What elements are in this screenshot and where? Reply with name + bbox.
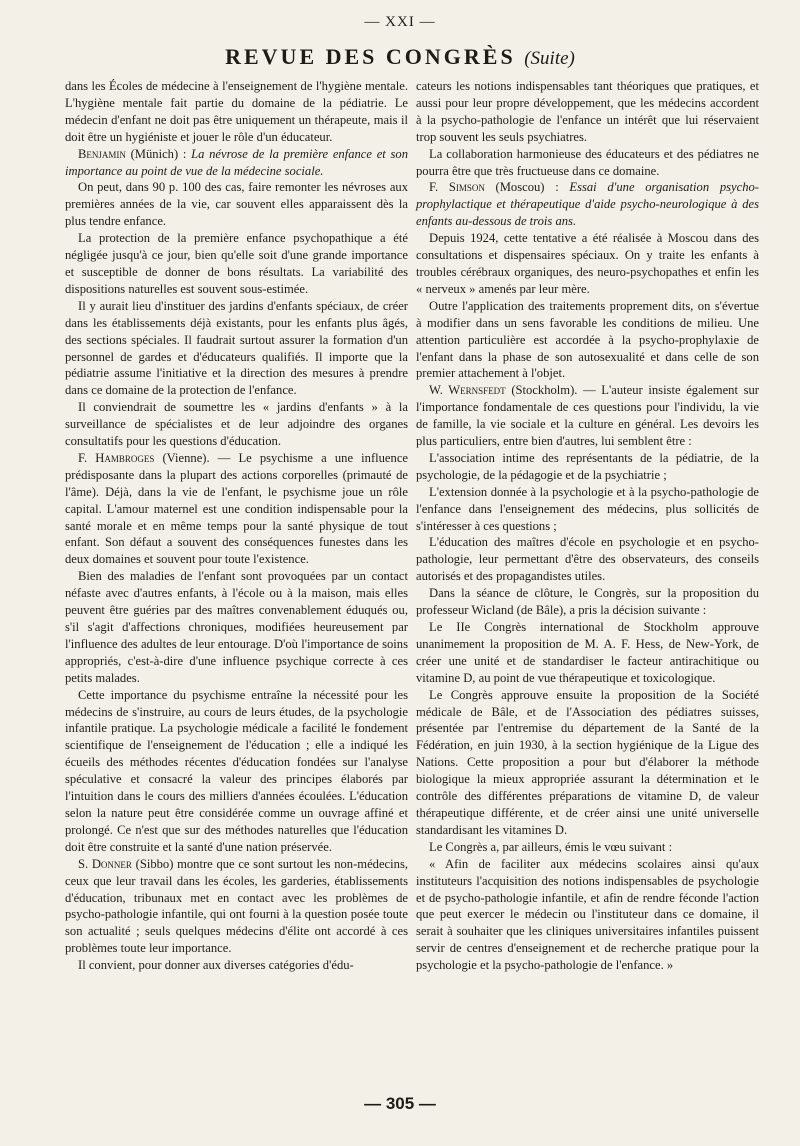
author-place: (Münich) : [125,146,192,161]
author-place: (Moscou) : [484,180,570,195]
paragraph: La protection de la première enfance psychopathique a été négligée jusqu'à ce jour, bien qu'elle soit d'une grande importance et susceptible de donner de bons résultats. La variabilité des dispositions naturelles est souvent sous-estimée. [65,231,408,296]
page-number: — 305 — [364,1094,436,1113]
abstract-text: (Sibbo) montre que ce sont surtout les non-médecins, ceux que leur travail dans les écoles, les garderies, établissements d'éducation, tribunaux met en contact avec les problèmes de psycho-pathologie infantile, qui ont fourni à la question posée toute son actualité ; seuls quelques médecins d'élite ont accordé à ces problèmes toute leur importance. [65,856,408,956]
abstract-heading [416,382,759,450]
paragraph: La collaboration harmonieuse des éducateurs et des pédiatres ne pourra être que très fructueuse dans ce domaine. [416,146,759,178]
author-name: Benjamin [78,146,126,161]
paragraph: Bien des maladies de l'enfant sont provoquées par un contact néfaste avec d'autres enfants, à l'école ou à la maison, mais elles peuvent être guéries par des maîtres convenablement éduqués ou, s'il s'agit d'affections chroniques, modifiées heureusement par l'influence des adultes de leur entourage. D'où l'importance de soins appropriés, c'est-à-dire d'une influence psychique correcte à ces petits malades. [65,569,408,685]
paragraph: On peut, dans 90 p. 100 des cas, faire remonter les névroses aux premières années de la vie, car souvent elles apparaissent dès la plus tendre enfance. [65,180,408,229]
paragraph: Dans la séance de clôture, le Congrès, sur la proposition du professeur Wicland (de Bâle), a pris la décision suivante : [416,586,759,618]
paper-title: La névrose de la première enfance et son importance au point de vue de la médecine sociale. [65,146,408,178]
paragraph: Le Congrès approuve ensuite la proposition de la Société médicale de Bâle, et de l'Association des pédiatres suisses, présentée par l'entremise du département de la Santé de la Fédération, en juin 1930, à la section hygiénique de la Ligue des Nations. Cette proposition a pour but d'élaborer la méthode biologique la mieux appropriée assurant la détermination et le contrôle des différentes préparations de vitamine D, de valeur thérapeutique différente, et de créer ainsi une unité universelle standardisant les vitamines D. [416,687,759,837]
author-name: F. Simson [429,180,485,195]
roman-page-number: — XXI — [364,14,436,30]
abstract-heading [416,179,759,230]
section-title-suite: (Suite) [524,48,575,69]
paragraph: cateurs les notions indispensables tant théoriques que pratiques, et aussi pour leur propre développement, que les médecins accordent à la psycho-pathologie de l'enfance un intérêt que lui réservaient trop souvent les seuls psychiatres. [416,79,759,144]
left-column [65,78,408,974]
author-name: F. Hambroges [78,450,155,465]
quoted-resolution: « Afin de faciliter aux médecins scolaires ainsi qu'aux instituteurs l'acquisition des notions indispensables de psychologie et de psycho-pathologie infantile, et afin de rendre féconde l'action que peut exercer le médecin ou l'instituteur dans ce domaine, il serait à souhaiter que les cliniques universitaires infantiles puissent servir de centres d'enseignement et de recherche pratique pour la psychologie et la psycho-pathologie de l'enfance. » [416,856,759,973]
running-title [0,44,800,70]
abstract-text: (Vienne). — Le psychisme a une influence prédisposante dans la plupart des actions corporelles (primauté de l'âme). Déjà, dans la vie de l'enfant, le psychisme joue un rôle capital. L'amour maternel est une condition indispensable pour la santé morale et en même temps pour la santé physique de tout enfant. Son défaut a souvent des conséquences funestes dans les deux domaines et souvent pour toute l'existence. [65,450,408,567]
paragraph: Cette importance du psychisme entraîne la nécessité pour les médecins de s'instruire, au cours de leurs études, de la psychologie infantile pratique. La psychologie médicale a facilité le fondement scientifique de l'enseignement de l'éducation ; elle a indiqué les écueils des méthodes récentes d'éducation fondées sur l'analyse spéculative et consacré la valeur des principes élaborés par l'intuition dans le cours des milliers d'années écoulées. L'éducation selon la nature peut être considérée comme un ouvrage affiné et prolongé. Ce n'est que sur des méthodes naturelles que l'éducation doit être construite et la santé d'une nation préservée. [65,687,408,854]
abstract-heading [65,856,408,957]
paragraph: Il conviendrait de soumettre les « jardins d'enfants » à la surveillance de spécialistes et de leur adjoindre des organes consultatifs pour les questions d'éducation. [65,400,408,449]
section-title: REVUE DES CONGRÈS [225,44,516,69]
paragraph: Il convient, pour donner aux diverses catégories d'édu- [78,958,354,973]
paragraph: L'éducation des maîtres d'école en psychologie et en psycho-pathologie, leur permettant d'être des observateurs, des conseils autorisés et des propagandistes utiles. [416,535,759,584]
paragraph: Outre l'application des traitements proprement dits, on s'évertue à modifier dans un sens favorable les conditions de milieu. Une attention particulière est accordée à la psycho-prophylaxie de l'enfant dans la phase de son autosexualité et dans celle de son premier attachement à l'objet. [416,298,759,381]
abstract-heading [65,146,408,180]
paragraph: dans les Écoles de médecine à l'enseignement de l'hygiène mentale. L'hygiène mentale fait partie du domaine de la pédiatrie. Le médecin d'enfant ne doit pas être uniquement un thérapeute, mais il doit être un hygiéniste et jouer le rôle d'un éducateur. [65,79,408,144]
paragraph: L'extension donnée à la psychologie et à la psycho-pathologie de l'enfance dans l'enseignement des médecins, plus sollicités de s'intéresser à ces questions ; [416,484,759,533]
author-name: W. Wernsfedt [429,383,506,398]
paragraph: Depuis 1924, cette tentative a été réalisée à Moscou dans des consultations et dispensaires spéciaux. On y traite les enfants à troubles cérébraux organiques, des neuro-psychopathes et enfin les « nerveux » amenés par leur mère. [416,231,759,296]
abstract-heading [65,450,408,568]
paragraph: Le IIe Congrès international de Stockholm approuve unanimement la proposition de M. A. F. Hess, de New-York, de créer une unité et de standardiser le facteur antirachitique ou vitamine D, au point de vue thérapeutique et toxicologique. [416,620,759,685]
abstract-text: (Stockholm). — L'auteur insiste également sur l'importance fondamentale de ces questions pour l'individu, la vie de famille, la vie sociale et la culture en général. Les devoirs les plus particuliers, entre bien d'autres, lui semblent être : [416,383,759,449]
right-column [416,78,759,974]
paragraph: Le Congrès a, par ailleurs, émis le vœu suivant : [429,839,673,854]
paper-title: Essai d'une organisation psycho-prophylactique et thérapeutique d'aide psycho-neurologique à des enfants au-dessous de trois ans. [416,180,759,229]
paragraph: L'association intime des représentants de la pédiatrie, de la psychologie, de la pédagogie et de la psychiatrie ; [416,450,759,482]
author-name: S. Donner [78,856,132,871]
paragraph: Il y aurait lieu d'instituer des jardins d'enfants spéciaux, de créer dans les établissements déjà existants, pour les enfants plus âgés, des sections spéciales. Il faudrait surtout assurer la formation d'un personnel de gardes et d'éducateurs qualifiés. Il importe que la pédiatrie assume l'initiative et la direction des mesures à prendre dans ce domaine de la protection de l'enfance. [65,298,408,398]
